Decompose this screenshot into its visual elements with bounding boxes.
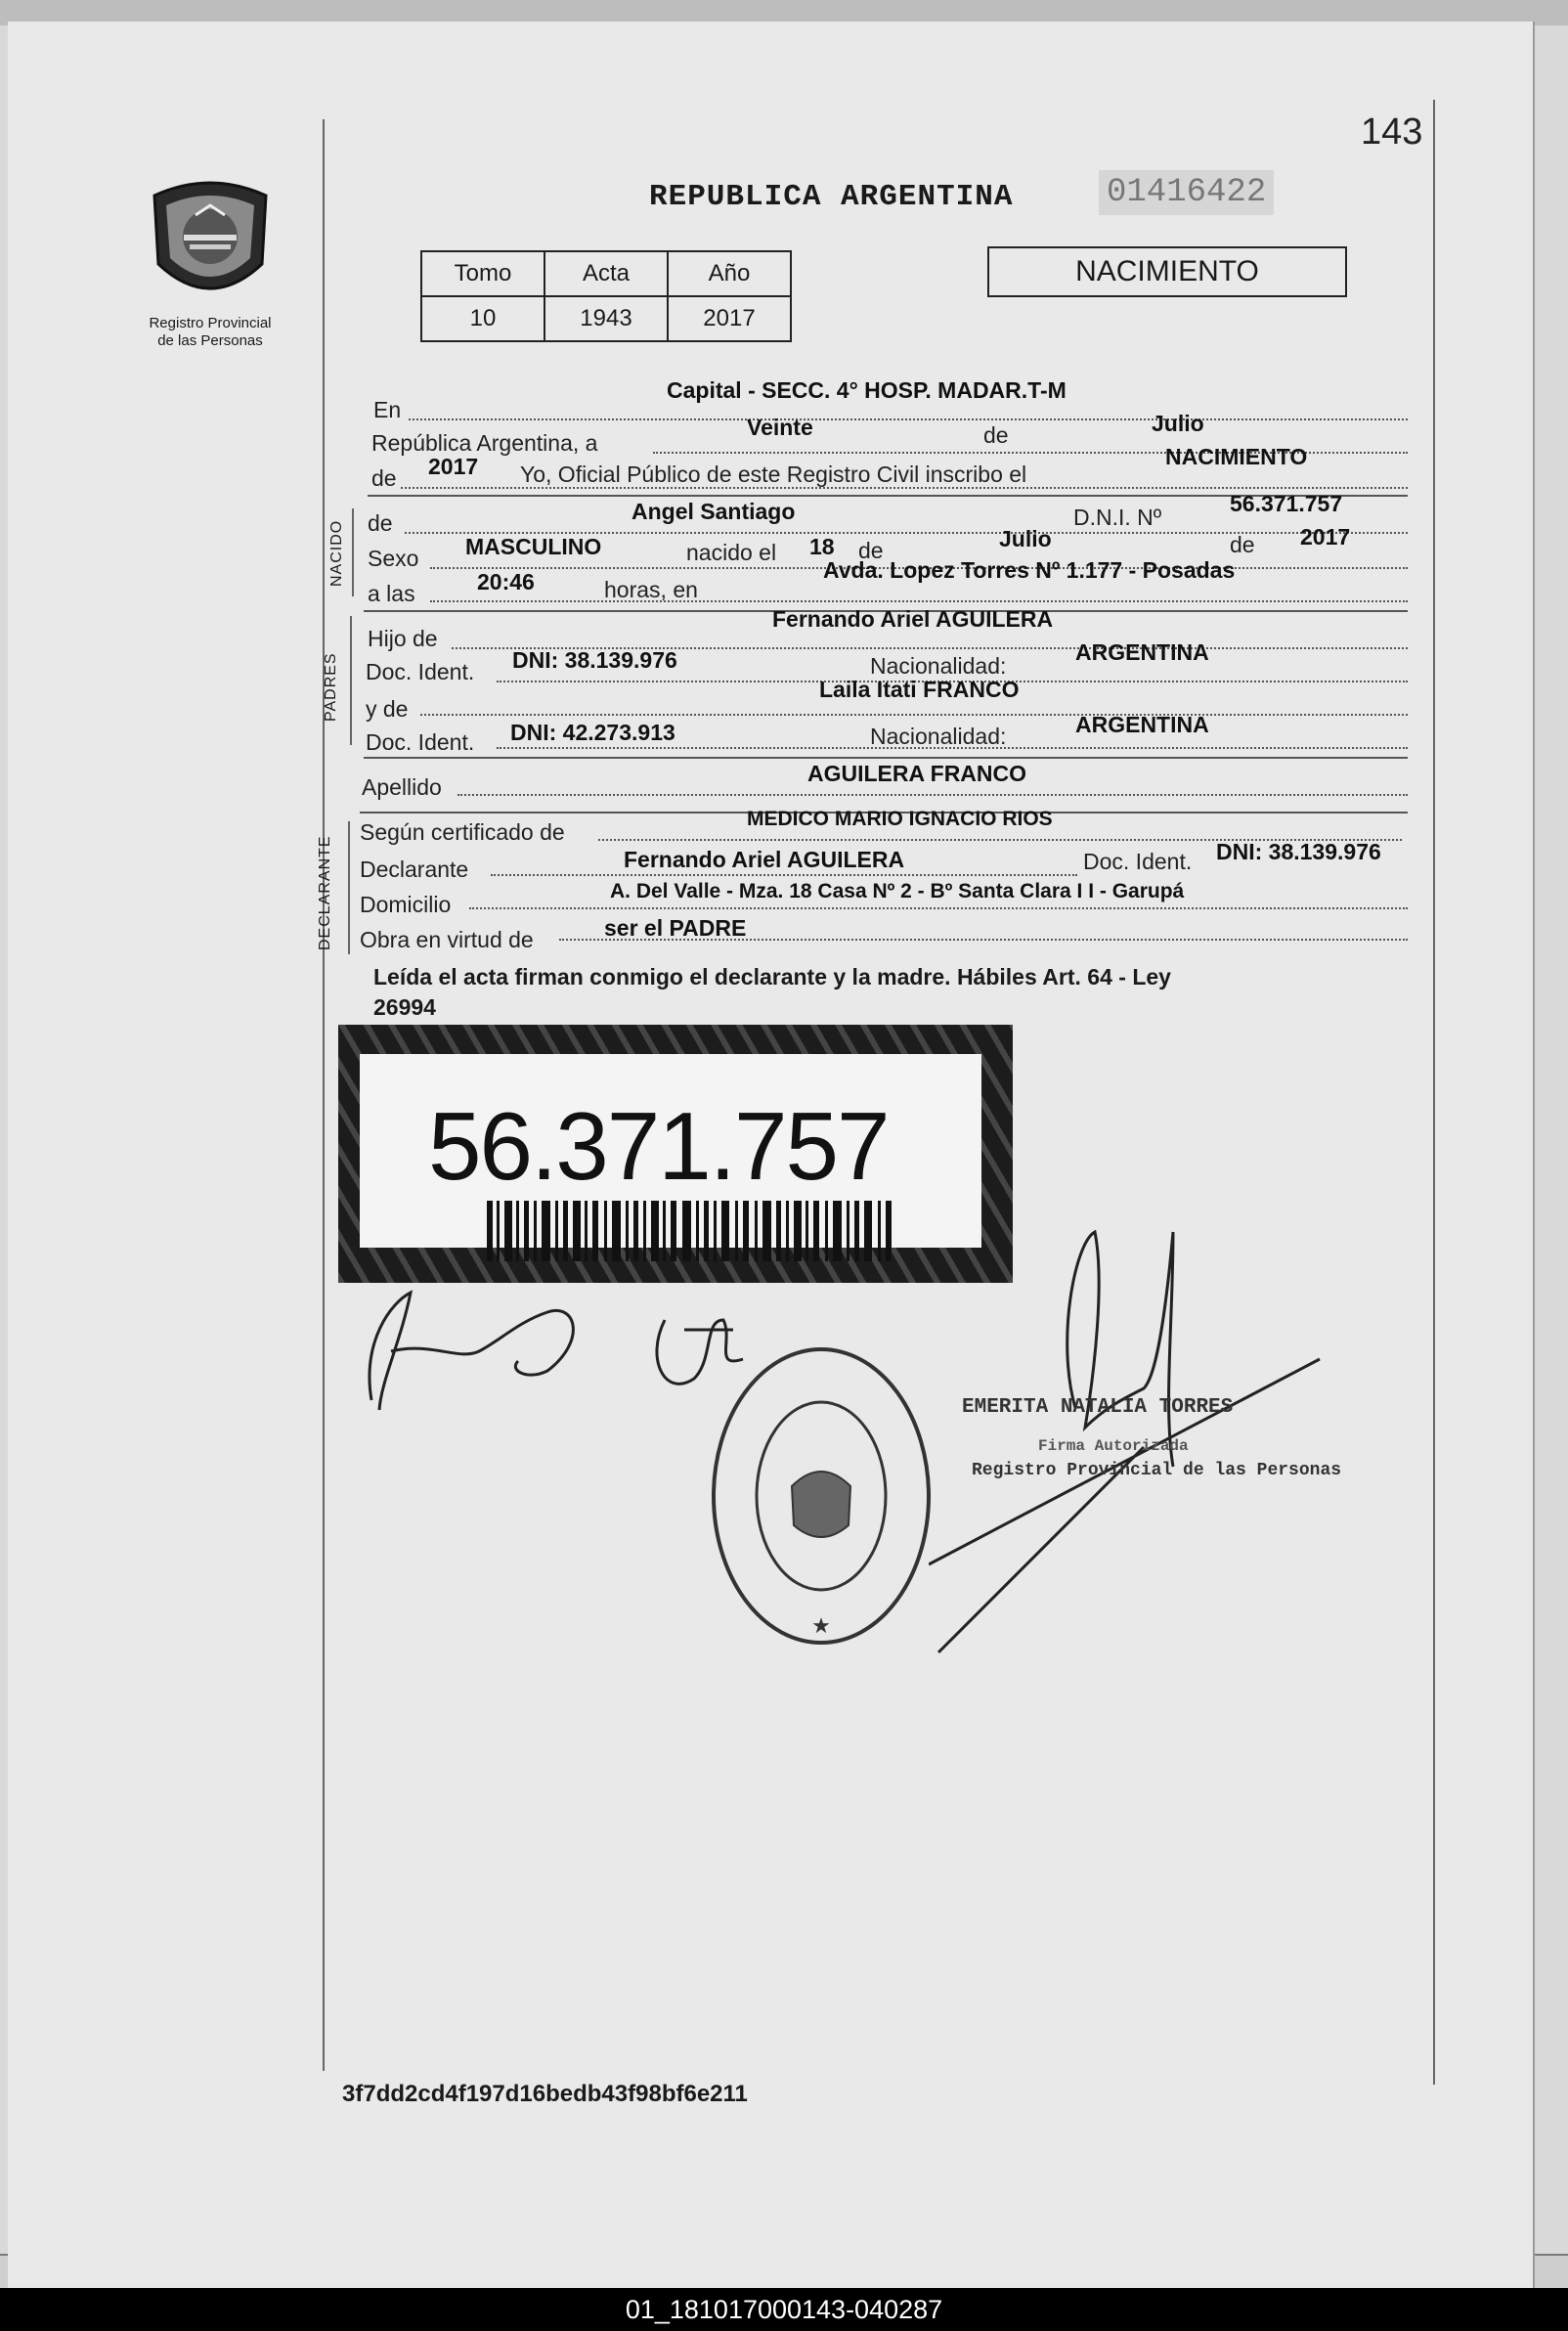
mother-doc-value: DNI: 42.273.913 [510, 720, 675, 745]
padres-section-label: PADRES [323, 652, 339, 722]
segun-value: MEDICO MARIO IGNACIO RIOS [747, 808, 1053, 830]
separator [364, 757, 1408, 759]
place-value: Capital - SECC. 4° HOSP. MADAR.T-M [667, 377, 1067, 403]
dots [457, 794, 1408, 796]
province-logo [147, 176, 274, 313]
segun-label: Según certificado de [360, 819, 565, 845]
birth-de-label: de [858, 538, 884, 563]
father-nat-label: Nacionalidad: [870, 653, 1007, 679]
svg-text:★: ★ [811, 1614, 831, 1639]
dots [420, 714, 1408, 716]
closing-line2: 26994 [373, 994, 436, 1020]
nacido-section-label: NACIDO [328, 519, 345, 587]
nacido-name-value: Angel Santiago [632, 499, 796, 524]
birth-day-value: 18 [809, 534, 835, 559]
father-nat-value: ARGENTINA [1075, 639, 1209, 665]
birth-month-value: Julio [999, 526, 1052, 551]
de-label: de [983, 422, 1009, 448]
mother-doc-label: Doc. Ident. [366, 729, 475, 755]
document-title: REPUBLICA ARGENTINA [649, 180, 1014, 214]
closing-text [373, 962, 1171, 1023]
nacido-de-label: de [368, 510, 393, 536]
record-table-values [421, 296, 791, 341]
record-table [420, 250, 792, 342]
dots [491, 874, 1077, 876]
en-label: En [373, 397, 402, 422]
footer-bar [0, 2288, 1568, 2331]
nacido-bracket [352, 508, 354, 596]
delegation-stamp-icon [704, 1340, 938, 1652]
nacido-el-label: nacido el [686, 540, 777, 565]
logo-caption-line1: Registro Provincial [149, 315, 272, 331]
province-seal-icon [147, 176, 274, 313]
record-type-box: NACIMIENTO [987, 246, 1347, 297]
declarante-doc-value: DNI: 38.139.976 [1216, 839, 1381, 864]
official-text: Yo, Oficial Público de este Registro Civil inscribo el [520, 462, 1027, 487]
obra-label: Obra en virtud de [360, 927, 534, 952]
sticker-number: 56.371.757 [428, 1092, 889, 1200]
dni-value: 56.371.757 [1230, 491, 1343, 516]
padres-bracket [350, 616, 352, 745]
declarante-bracket [348, 821, 350, 954]
year-value: 2017 [428, 454, 479, 479]
left-margin-line [323, 119, 325, 2071]
barcode-icon [487, 1201, 897, 1261]
dots [469, 907, 1408, 909]
birth-place-value: Avda. Lopez Torres Nº 1.177 - Posadas [823, 557, 1236, 583]
signer-office: Registro Provincial de las Personas [972, 1461, 1342, 1480]
mother-nat-label: Nacionalidad: [870, 724, 1007, 749]
hijo-label: Hijo de [368, 626, 438, 651]
document-hash: 3f7dd2cd4f197d16bedb43f98bf6e211 [342, 2081, 748, 2107]
signer-name: EMERITA NATALIA TORRES [962, 1396, 1234, 1419]
footer-id: 01_181017000143-040287 [625, 2295, 943, 2324]
ano-value: 2017 [668, 296, 791, 341]
republica-label: República Argentina, a [371, 430, 598, 456]
birth-de2-label: de [1230, 532, 1255, 557]
sexo-value: MASCULINO [465, 534, 602, 559]
father-doc-label: Doc. Ident. [366, 659, 475, 684]
tomo-value: 10 [421, 296, 544, 341]
inscribo-value: NACIMIENTO [1165, 444, 1308, 469]
declarante-doc-label: Doc. Ident. [1083, 849, 1193, 874]
de2-label: de [371, 465, 397, 491]
logo-caption-line2: de las Personas [157, 332, 263, 349]
dni-sticker [338, 1025, 1013, 1283]
day-value: Veinte [747, 415, 813, 440]
serial-number: 01416422 [1099, 170, 1274, 215]
month-value: Julio [1152, 411, 1204, 436]
apellido-value: AGUILERA FRANCO [807, 761, 1027, 786]
page-number: 143 [1361, 111, 1423, 153]
declarante-label: Declarante [360, 857, 469, 882]
right-margin-line [1433, 100, 1435, 2085]
yde-label: y de [366, 696, 409, 722]
ano-header: Año [668, 251, 791, 296]
declarante-value: Fernando Ariel AGUILERA [624, 847, 905, 872]
sticker-card [360, 1054, 981, 1248]
declarant-signature-icon [352, 1283, 596, 1420]
birth-year-value: 2017 [1300, 524, 1351, 550]
logo-caption [127, 315, 293, 350]
signer-role: Firma Autorizada [1038, 1437, 1189, 1455]
acta-value: 1943 [544, 296, 668, 341]
closing-line1: Leída el acta firman conmigo el declarante y la madre. Hábiles Art. 64 - Ley [373, 964, 1171, 990]
sexo-label: Sexo [368, 546, 419, 571]
father-value: Fernando Ariel AGUILERA [772, 606, 1054, 632]
mother-value: Laila Itati FRANCO [819, 677, 1020, 702]
record-table-header [421, 251, 791, 296]
alas-label: a las [368, 581, 415, 606]
dni-label: D.N.I. Nº [1073, 505, 1162, 530]
mother-nat-value: ARGENTINA [1075, 712, 1209, 737]
dots [430, 600, 1408, 602]
domicilio-label: Domicilio [360, 892, 452, 917]
tomo-header: Tomo [421, 251, 544, 296]
domicilio-value: A. Del Valle - Mza. 18 Casa Nº 2 - Bº Santa Clara I I - Garupá [610, 880, 1185, 902]
acta-header: Acta [544, 251, 668, 296]
horas-label: horas, en [604, 577, 698, 602]
declarante-section-label: DECLARANTE [317, 835, 333, 950]
obra-value: ser el PADRE [604, 915, 747, 941]
father-doc-value: DNI: 38.139.976 [512, 647, 677, 673]
apellido-label: Apellido [362, 774, 442, 800]
dots [409, 418, 1408, 420]
hour-value: 20:46 [477, 569, 535, 594]
